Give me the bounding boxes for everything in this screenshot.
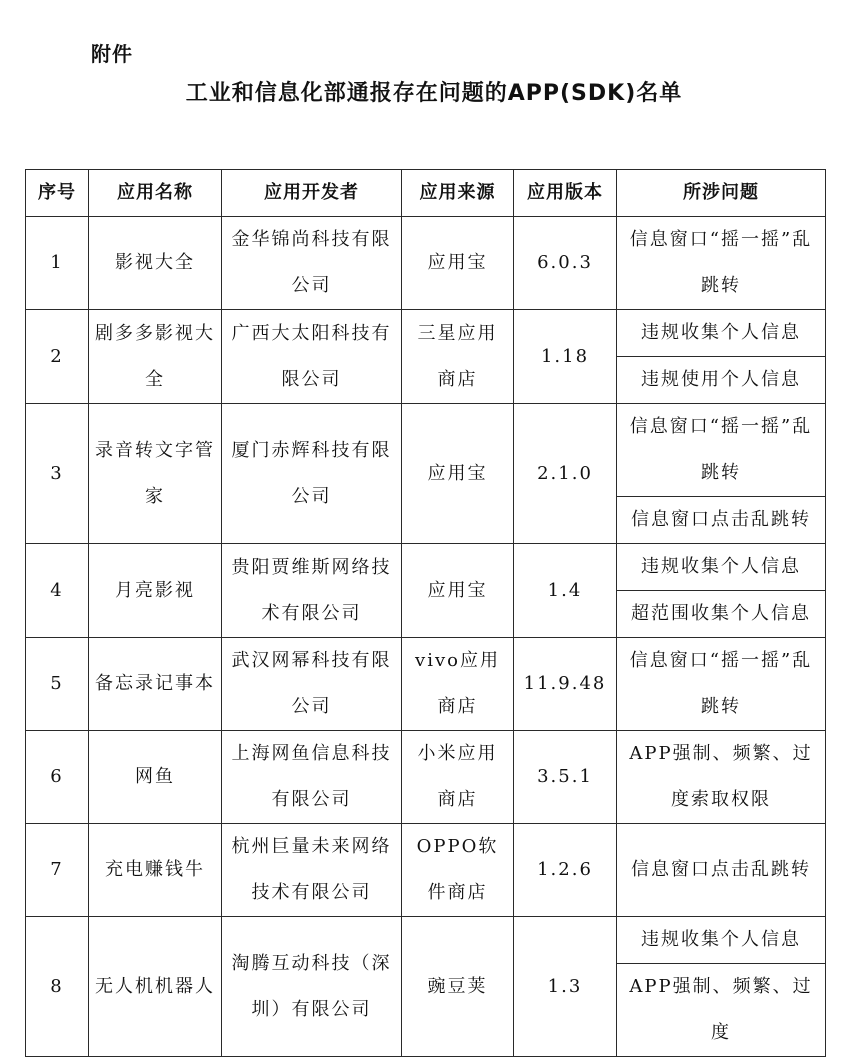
row-number: 7	[26, 824, 89, 917]
row-number: 5	[26, 638, 89, 731]
app-source: 三星应用商店	[402, 310, 514, 404]
issue-cell: APP强制、频繁、过度索取权限	[617, 731, 826, 824]
issue-cell: 违规收集个人信息	[617, 310, 826, 357]
app-version: 1.2.6	[514, 824, 617, 917]
row-number: 8	[26, 917, 89, 1057]
table-row	[26, 217, 826, 310]
app-developer: 上海网鱼信息科技有限公司	[222, 731, 402, 824]
table-row	[26, 310, 826, 357]
attachment-label: 附件	[91, 42, 133, 66]
table-row	[26, 917, 826, 964]
table-row	[26, 731, 826, 824]
row-number: 1	[26, 217, 89, 310]
app-name: 剧多多影视大全	[89, 310, 222, 404]
app-developer: 武汉网幂科技有限公司	[222, 638, 402, 731]
issue-cell: 违规使用个人信息	[617, 357, 826, 404]
header-no: 序号	[26, 170, 89, 217]
row-number: 3	[26, 404, 89, 544]
app-developer: 金华锦尚科技有限公司	[222, 217, 402, 310]
table-row	[26, 824, 826, 917]
header-developer: 应用开发者	[222, 170, 402, 217]
issue-cell: 信息窗口点击乱跳转	[617, 824, 826, 917]
header-version: 应用版本	[514, 170, 617, 217]
app-developer: 广西大太阳科技有限公司	[222, 310, 402, 404]
app-developer: 贵阳贾维斯网络技术有限公司	[222, 544, 402, 638]
app-source: 小米应用商店	[402, 731, 514, 824]
app-developer: 厦门赤辉科技有限公司	[222, 404, 402, 544]
row-number: 2	[26, 310, 89, 404]
app-developer: 杭州巨量未来网络技术有限公司	[222, 824, 402, 917]
app-source: vivo应用商店	[402, 638, 514, 731]
app-name: 网鱼	[89, 731, 222, 824]
app-version: 2.1.0	[514, 404, 617, 544]
issue-cell: 信息窗口“摇一摇”乱跳转	[617, 404, 826, 497]
issue-cell: 信息窗口点击乱跳转	[617, 497, 826, 544]
table-row	[26, 544, 826, 591]
app-name: 录音转文字管家	[89, 404, 222, 544]
issue-cell: 信息窗口“摇一摇”乱跳转	[617, 638, 826, 731]
app-name: 无人机机器人	[89, 917, 222, 1057]
header-source: 应用来源	[402, 170, 514, 217]
app-version: 1.18	[514, 310, 617, 404]
app-version: 1.4	[514, 544, 617, 638]
app-name: 影视大全	[89, 217, 222, 310]
app-version: 3.5.1	[514, 731, 617, 824]
app-name: 充电赚钱牛	[89, 824, 222, 917]
table-header	[26, 170, 826, 217]
app-source: 应用宝	[402, 544, 514, 638]
app-name: 月亮影视	[89, 544, 222, 638]
app-version: 11.9.48	[514, 638, 617, 731]
app-source: OPPO软件商店	[402, 824, 514, 917]
app-version: 1.3	[514, 917, 617, 1057]
row-number: 4	[26, 544, 89, 638]
app-source: 应用宝	[402, 404, 514, 544]
document-title: 工业和信息化部通报存在问题的APP(SDK)名单	[185, 81, 683, 106]
table-row	[26, 638, 826, 731]
app-source: 应用宝	[402, 217, 514, 310]
app-name: 备忘录记事本	[89, 638, 222, 731]
issue-cell: 违规收集个人信息	[617, 917, 826, 964]
table-body	[26, 217, 826, 1057]
app-source: 豌豆荚	[402, 917, 514, 1057]
header-app-name: 应用名称	[89, 170, 222, 217]
app-developer: 淘腾互动科技（深圳）有限公司	[222, 917, 402, 1057]
row-number: 6	[26, 731, 89, 824]
issue-cell: APP强制、频繁、过度	[617, 964, 826, 1057]
table-row	[26, 404, 826, 497]
header-issues: 所涉问题	[617, 170, 826, 217]
header-row	[26, 170, 826, 217]
issue-cell: 违规收集个人信息	[617, 544, 826, 591]
app-version: 6.0.3	[514, 217, 617, 310]
issue-cell: 超范围收集个人信息	[617, 591, 826, 638]
app-list-table	[25, 169, 826, 1057]
issue-cell: 信息窗口“摇一摇”乱跳转	[617, 217, 826, 310]
